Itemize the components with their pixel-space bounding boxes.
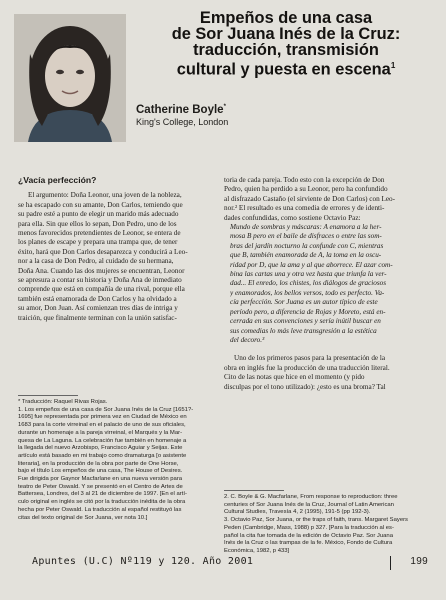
footnote-line: la llegada del nuevo Arzobispo, Francisco Aguiar y Seijas. Este: [18, 445, 183, 452]
footnote-line: 3. Octavio Paz, Sor Juana, or the traps of faith, trans. Margaret Sayers: [224, 517, 409, 524]
body-line: obra en inglés fue la producción de una traducción literal.: [224, 363, 390, 372]
author-footnote-marker: *: [223, 104, 226, 111]
right-body-paragraph: [224, 176, 430, 223]
body-line: toria de cada pareja. Todo esto con la excepción de Don: [224, 176, 385, 184]
right-column: [224, 176, 430, 392]
footnote-line: centuries of Sor Juana Inés de la Cruz, Journal of Latin American: [224, 501, 394, 508]
title-line-4: [136, 58, 436, 77]
body-line: Uno de los primeros pasos para la presentación de la: [234, 354, 386, 363]
body-line: Doña Ana. Cuando las dos mujeres se encuentran, Leonor: [18, 266, 185, 275]
footnote-divider-left: [18, 395, 78, 396]
title-line-2: de Sor Juana Inés de la Cruz:: [171, 25, 401, 43]
body-line: disculpas por el tono utilizado): ¿esto es una broma? Tal: [224, 382, 386, 391]
quote-line: período pero, a diferencia de Rojas y Moreto, está en-: [230, 307, 386, 316]
quote-line: cerrada en sus convenciones y sería inútil buscar en: [230, 317, 381, 326]
footnote-line: culo original en inglés se citó por la traducción inédita de la obra: [18, 499, 186, 506]
title-footnote-marker: 1: [390, 61, 396, 70]
footnote-line: * Traducción: Raquel Rivas Rojas.: [18, 399, 108, 405]
body-line: se ha escapado con su amante, Don Carlos, temiendo que: [18, 200, 183, 209]
quote-line: del decoro.³: [230, 335, 265, 344]
footnote-line: citas del texto original de Sor Juana, ver nota 10.]: [18, 514, 148, 521]
body-line: menos favorecidos pretendientes de Leonor, se entera de: [18, 229, 181, 238]
author-block: [136, 104, 228, 127]
body-line: nor a la casa de Don Pedro, al cuidado de su hermana,: [18, 257, 174, 266]
footnote-line: bajo el título Los empeños de una casa, The House of Desires.: [18, 468, 183, 475]
footnote-line: 1695] fue representada por primera vez en Ciudad de México en: [18, 414, 187, 421]
body-line: El argumento: Doña Leonor, una joven de la nobleza,: [28, 191, 182, 200]
footnote-line: 1683 para la corte virreinal en el palacio de uno de sus oficiales,: [18, 422, 186, 429]
body-line: para ella. Sin que ellos lo sepan, Don Pedro, uno de los: [18, 219, 177, 228]
journal-citation: Apuntes (U.C) Nº119 y 120. Año 2001: [32, 556, 254, 567]
author-name: [136, 104, 228, 116]
footnote-line: Fue dirigida por Gaynor Macfarlane en una nueva versión para: [18, 476, 183, 483]
quote-line: y enamorados, los bellos versos, todo es perfecto. Va-: [230, 288, 385, 297]
footnote-line: 2. C. Boyle & G. Macfarlane, From response to reproduction: three: [224, 494, 398, 500]
footer-divider: [390, 556, 391, 570]
body-line: Pedro, quien ha perdido a su Leonor, pero ha confundido: [224, 185, 388, 194]
footnotes-left: [18, 399, 214, 522]
block-quote: [224, 223, 430, 345]
body-line: dades confundidas, como sostiene Octavio Paz:: [224, 213, 361, 222]
footnote-line: artículo está basado en mi trabajo como dramaturga [o asistente: [18, 452, 187, 459]
footnote-divider-right: [224, 490, 284, 491]
body-line: su padre esté a punto de elegir un marido más adecuado: [18, 210, 179, 219]
quote-line: que B, también enamorada de A, la toma en la oscu-: [230, 251, 382, 260]
section-heading: ¿Vacía perfección?: [18, 175, 97, 185]
footnote-line: Battersea, Londres, del 3 al 21 de diciembre de 1997. [En el artí-: [18, 491, 187, 498]
body-line: Cito de las notas que hice en el momento (y pido: [224, 373, 365, 382]
footnotes-right: [224, 494, 430, 556]
body-line: su amor, Don Juan. Así comienzan tres días de intriga y: [18, 304, 178, 313]
quote-line: Mundo de sombras y máscaras: A enamora a la her-: [230, 223, 382, 232]
body-line: se apresura a contar su historia y Doña Ana de inmediato: [18, 276, 182, 285]
body-line: comprende que está en compañía de una rival, porque ella: [18, 285, 185, 294]
footnote-line: pañol la cita fue tomada de la edición de Octavio Paz. Sor Juana: [224, 532, 393, 539]
body-line: los planes de escape y prepara una trampa que, de tener: [18, 238, 178, 247]
left-body-paragraph: [18, 191, 214, 323]
quote-line: dad... El enredo, los chistes, los diálogos de graciosos: [230, 279, 387, 288]
footnote-line: Peden (Cambridge, Mass, 1988) p 327. [Para la traducción al es-: [224, 524, 394, 531]
footnote-line: teatro de Peter Oswald. Y se presentó en el Centro de Artes de: [18, 483, 183, 490]
body-line: también está enamorada de Don Carlos y ha olvidado a: [18, 294, 177, 303]
page-footer: [18, 556, 430, 570]
footnote-line: 1. Los empeños de una casa de Sor Juana Inés de la Cruz [1651?-: [18, 406, 194, 413]
quote-line: mosa B pero en el baile de disfraces o entre las som-: [230, 232, 382, 241]
footnote-line: durante un homenaje a la pareja virreinal, el Marqués y la Mar-: [18, 429, 183, 436]
footnote-line: Inés de la Cruz o las trampas de la fe. México, Fondo de Cultura: [224, 540, 393, 547]
article-title: [136, 10, 436, 77]
quote-line: sus comedias lo más leve transgresión a la estética: [230, 326, 377, 335]
title-line-1: Empeños de una casa: [199, 9, 373, 27]
title-line-4-text: cultural y puesta en escena: [176, 60, 391, 79]
author-affiliation: King's College, London: [136, 117, 229, 127]
author-name-text: Catherine Boyle: [136, 104, 224, 116]
quote-line: bina las cartas una y otra vez hasta que triunfa la ver-: [230, 270, 387, 279]
quote-line: ridad por D, que la ama y al que aborrece. El azar com-: [230, 260, 393, 269]
quote-line: bras del jardín nocturno la confunde con C, mientras: [230, 241, 384, 250]
body-line: traición, que finalmente terminan con la unión satisfac-: [18, 313, 177, 322]
body-line: nor.² El resultado es una comedia de errores y de identi-: [224, 204, 385, 213]
body-line: al disfrazado Castaño (el sirviente de Don Carlos) con Leo-: [224, 194, 396, 203]
title-line-3: traducción, transmisión: [193, 41, 379, 59]
footnote-line: Cultural Studies, Travesía 4, 2 (1995), 191-5 (pp 192-3).: [224, 509, 371, 516]
footnote-line: quesa de La Laguna. La celebración fue también en homenaje a: [18, 437, 187, 444]
body-line: éxito, hará que Don Carlos desaparezca y conducirá a Leo-: [18, 247, 188, 256]
footnote-line: Económica, 1982, p 433]: [224, 547, 290, 554]
quote-line: cía perfección. Sor Juana es un autor típico de este: [230, 298, 378, 307]
author-photo: [14, 14, 126, 142]
left-column: [18, 176, 214, 323]
page-number: 199: [410, 556, 428, 567]
footnote-line: literaria], en la producción de la obra por parte de One Horse,: [18, 460, 179, 467]
right-body-paragraph-2: [224, 354, 430, 392]
footnote-line: hecha por Peter Oswald. La traducción al español restituyó las: [18, 506, 182, 513]
author-portrait-image: [14, 14, 126, 142]
